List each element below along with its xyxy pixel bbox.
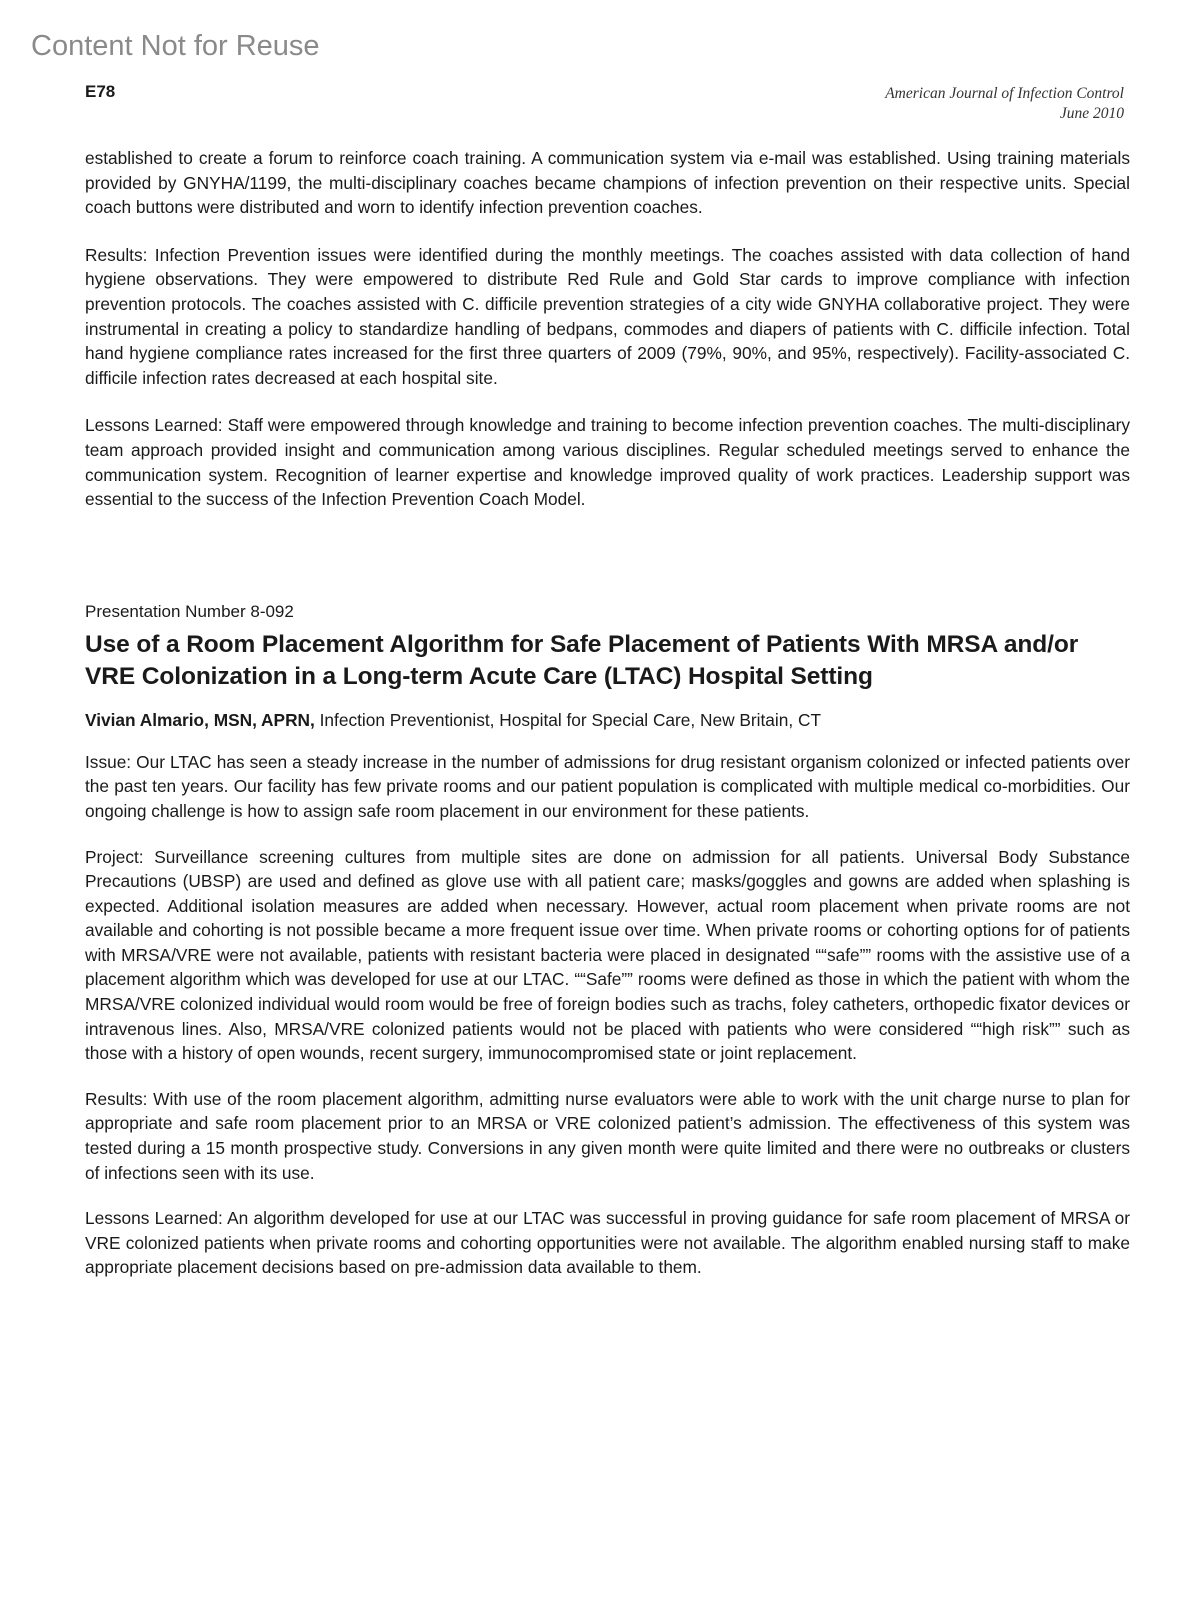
journal-header: [885, 84, 1124, 124]
presentation-number: Presentation Number 8-092: [85, 601, 294, 621]
byline: [85, 708, 1130, 732]
issue-date: June 2010: [1059, 105, 1124, 122]
paragraph-continuation: established to create a forum to reinforce coach training. A communication system via e-mail was established. Using training materials provided by GNYHA/1199, the multi-disciplinary coaches became champions of infection prevention on their respective units. Special coach buttons were distributed and worn to identify infection prevention coaches.: [85, 148, 1130, 218]
paragraph-lessons-learned: Lessons Learned: Staff were empowered through knowledge and training to become infection prevention coaches. The multi-disciplinary team approach provided insight and communication among various disciplines. Regular scheduled meetings served to enhance the communication system. Recognition of learner expertise and knowledge improved quality of work practices. Leadership support was essential to the success of the Infection Prevention Coach Model.: [85, 415, 1130, 510]
watermark-text: Content Not for Reuse: [31, 30, 320, 62]
journal-name: American Journal of Infection Control: [885, 85, 1124, 102]
author-name: Vivian Almario, MSN, APRN,: [85, 709, 315, 730]
page-number: E78: [85, 82, 116, 101]
section-spacer: [85, 535, 1130, 601]
paragraph-project: Project: Surveillance screening cultures from multiple sites are done on admission for all patients. Universal Body Substance Precautions (UBSP) are used and defined as glove use with all patient care; masks/goggles and gowns are added when splashing is expected. Additional isolation measures are added when necessary. However, actual room placement when private rooms are not available and cohorting is not possible became a more frequent issue over time. When private rooms or cohorting options for of patients with MRSA/VRE were not available, patients with resistant bacteria were placed in designated ““safe”” rooms with the assistive use of a placement algorithm which was developed for use at our LTAC. ““Safe”” rooms were defined as those in which the patient with whom the MRSA/VRE colonized individual would room would be free of foreign bodies such as trachs, foley catheters, orthopedic fixator devices or intravenous lines. Also, MRSA/VRE colonized patients would not be placed with patients who were considered ““high risk”” such as those with a history of open wounds, recent surgery, immunocompromised state or joint replacement.: [85, 846, 1130, 1064]
author-affiliation: Infection Preventionist, Hospital for Special Care, New Britain, CT: [314, 709, 821, 730]
page-content: [85, 146, 1130, 1301]
paragraph-results: Results: With use of the room placement algorithm, admitting nurse evaluators were able to work with the unit charge nurse to plan for appropriate and safe room placement prior to an MRSA or VRE colonized patient’s admission. The effectiveness of this system was tested during a 15 month prospective study. Conversions in any given month were quite limited and there were no outbreaks or clusters of infections seen with its use.: [85, 1088, 1130, 1183]
paragraph-results: Results: Infection Prevention issues were identified during the monthly meetings. The coaches assisted with data collection of hand hygiene observations. They were empowered to distribute Red Rule and Gold Star cards to improve compliance with infection prevention protocols. The coaches assisted with C. difficile prevention strategies of a city wide GNYHA collaborative project. They were instrumental in creating a policy to standardize handling of bedpans, commodes and diapers of patients with C. difficile infection. Total hand hygiene compliance rates increased for the first three quarters of 2009 (79%, 90%, and 95%, respectively). Facility-associated C. difficile infection rates decreased at each hospital site.: [85, 244, 1130, 388]
paragraph-lessons-learned: Lessons Learned: An algorithm developed for use at our LTAC was successful in proving guidance for safe room placement of MRSA or VRE colonized patients when private rooms and cohorting opportunities were not available. The algorithm enabled nursing staff to make appropriate placement decisions based on pre-admission data available to them.: [85, 1208, 1130, 1278]
paragraph-issue: Issue: Our LTAC has seen a steady increase in the number of admissions for drug resistant organism colonized or infected patients over the past ten years. Our facility has few private rooms and our patient population is complicated with multiple medical co-morbidities. Our ongoing challenge is how to assign safe room placement in our environment for these patients.: [85, 751, 1130, 821]
previous-abstract: [85, 146, 1130, 512]
article-title: Use of a Room Placement Algorithm for Safe Placement of Patients With MRSA and/or VRE Colonization in a Long-term Acute Care (LTAC) Hospital Setting: [85, 630, 1079, 691]
abstract-8-092: [85, 601, 1130, 1280]
